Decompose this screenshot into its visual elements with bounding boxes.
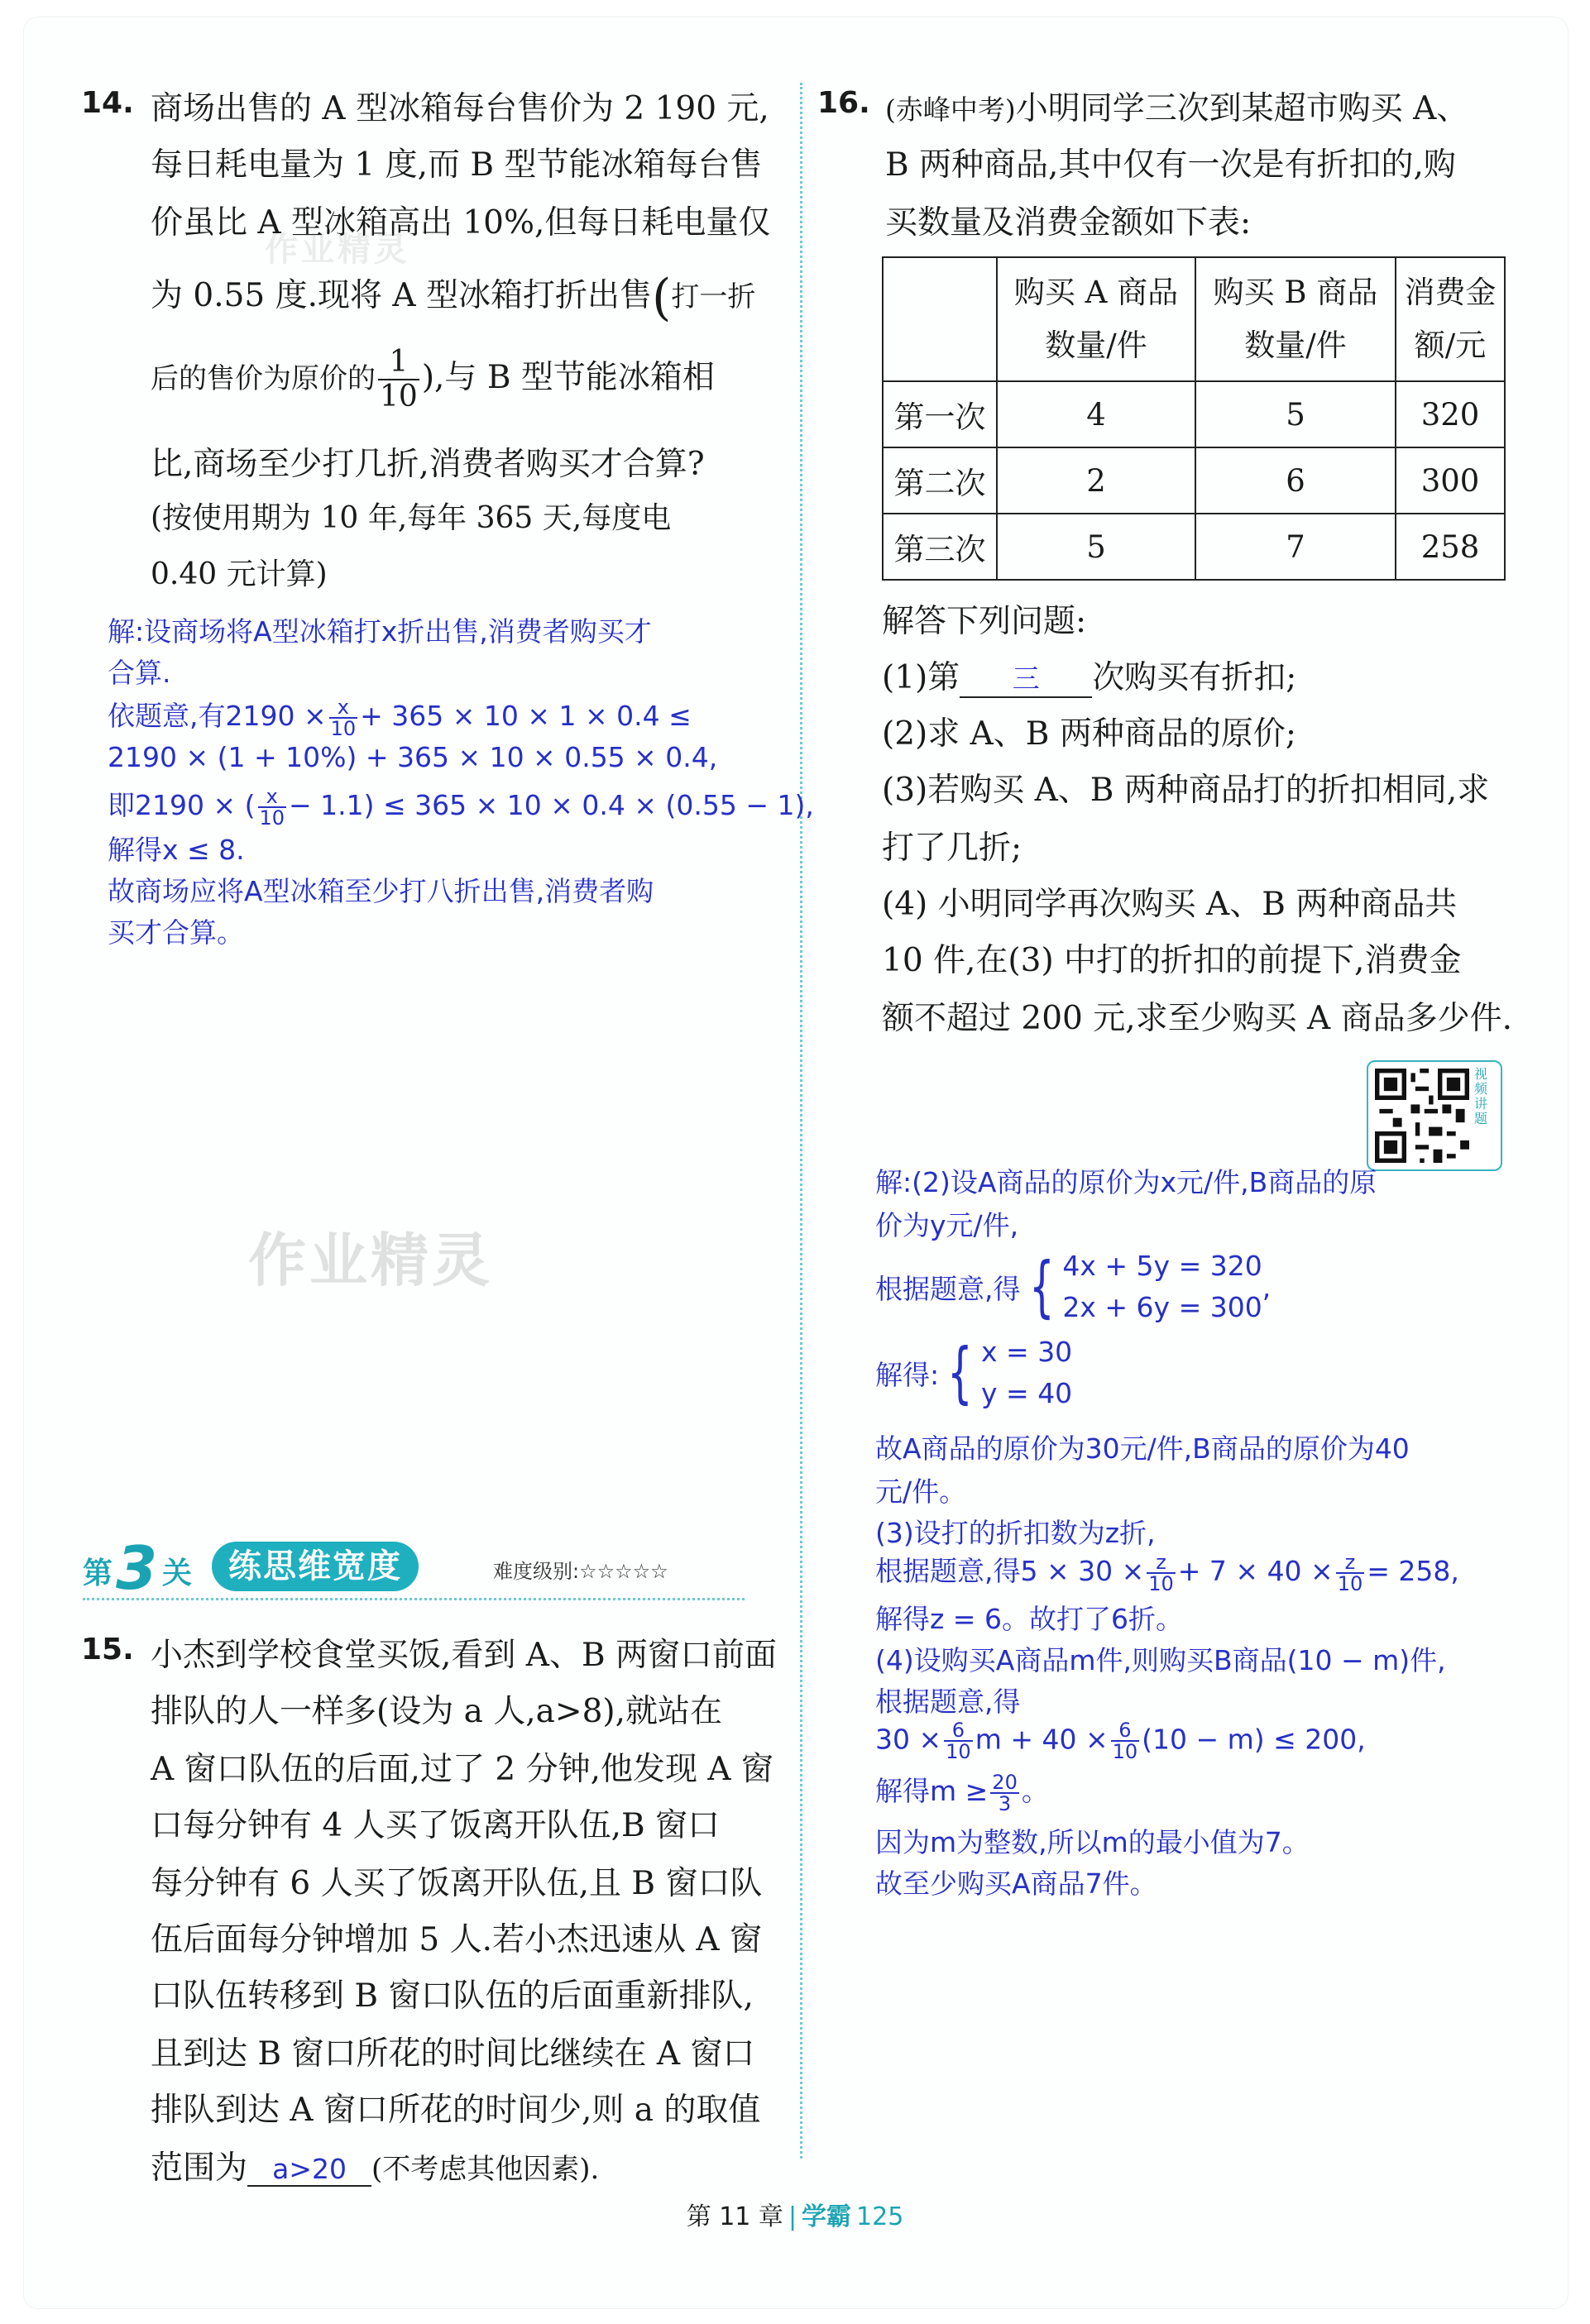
fraction: $\frac{6}{10}$ (1112, 1719, 1138, 1763)
table-cell: 320 (1396, 381, 1505, 447)
video-qr-code[interactable] (1367, 1060, 1502, 1171)
question-text-line: 额不超过 200 元,求至少购买 A 商品多少件. (882, 1000, 1512, 1037)
question-text-line: A 窗口队伍的后面,过了 2 分钟,他发现 A 窗 (151, 1751, 773, 1788)
answer-line: 30 × $\frac{6}{10}$ m + 40 × $\frac{6}{10}$ (10 − m) ≤ 200, (875, 1719, 1366, 1763)
table-header-cell (883, 257, 997, 381)
table-row (883, 447, 1505, 514)
answer-line: (3)设打的折扣数为z折, (875, 1517, 1156, 1549)
fraction: $\frac{1}{10}$ (380, 345, 418, 414)
question-text-line: 价虽比 A 型冰箱高出 10%,但每日耗电量仅 (151, 204, 771, 241)
table-cell: 4 (997, 381, 1195, 447)
question-number: 14. (81, 86, 134, 120)
purchase-table (882, 256, 1506, 581)
paren-note: 后的售价为原价的 (151, 362, 376, 395)
question-text-line: 口每分钟有 4 人买了饭离开队伍,B 窗口 (151, 1807, 721, 1844)
question-text-line: (4) 小明同学再次购买 A、B 两种商品共 (882, 886, 1458, 923)
question-text-line: 小杰到学校食堂买饭,看到 A、B 两窗口前面 (151, 1637, 778, 1674)
answer-line: 合算. (108, 657, 171, 689)
footer-separator: | (788, 2202, 797, 2231)
answer-line: 即2190 × ( $\frac{x}{10}$ − 1.1) ≤ 365 × 10 × 0.4 × (0.55 − 1), (108, 784, 814, 830)
answer-line: 2190 × (1 + 10%) + 365 × 10 × 0.55 × 0.4, (108, 741, 718, 773)
table-cell: 300 (1396, 447, 1505, 514)
answer-line: (4)设购买A商品m件,则购买B商品(10 − m)件, (875, 1644, 1446, 1676)
table-cell: 第三次 (883, 514, 997, 580)
page-number: 125 (856, 2202, 904, 2231)
question-text-line: (3)若购买 A、B 两种商品打的折扣相同,求 (882, 772, 1490, 809)
question-text-line: 排队到达 A 窗口所花的时间少,则 a 的取值 (151, 2092, 761, 2129)
question-text-line: (按使用期为 10 年,每年 365 天,每度电 (151, 501, 672, 535)
question-text-line: 范围为 a>20 (不考虑其他因素). (151, 2149, 600, 2187)
answer-line: 根据题意,得 { 4x + 5y = 320 2x + 6y = 300 , (875, 1246, 1271, 1328)
question-source: (赤峰中考) (885, 93, 1016, 126)
question-text-line: 排队的人一样多(设为 a 人,a>8),就站在 (151, 1693, 723, 1730)
paren-open: ( (652, 269, 672, 327)
fraction: $\frac{z}{10}$ (1148, 1550, 1174, 1595)
fraction: $\frac{6}{10}$ (946, 1719, 971, 1763)
table-header-row (883, 257, 1505, 381)
question-text-line: 10 件,在(3) 中打的折扣的前提下,消费金 (882, 942, 1462, 979)
answer-line: 价为y元/件, (875, 1209, 1019, 1241)
question-text-line: B 两种商品,其中仅有一次是有折扣的,购 (885, 146, 1456, 184)
question-number: 16. (817, 86, 870, 120)
answer-blank: a>20 (247, 2153, 371, 2187)
question-text-line: 0.40 元计算) (151, 557, 328, 591)
answer-line: 解:设商场将A型冰箱打x折出售,消费者购买才 (108, 615, 652, 648)
answer-line: 故至少购买A商品7件。 (875, 1867, 1157, 1900)
question-text-line: (2)求 A、B 两种商品的原价; (882, 715, 1297, 753)
question-text-line: 每分钟有 6 人买了饭离开队伍,且 B 窗口队 (151, 1865, 763, 1902)
table-header-cell: 购买 B 商品 数量/件 (1195, 257, 1396, 381)
question-text-line: (1)第 三 次购买有折扣; (882, 659, 1297, 696)
question-text-line (151, 346, 715, 414)
table-cell: 5 (997, 514, 1195, 580)
answer-line: 根据题意,得5 × 30 × $\frac{z}{10}$ + 7 × 40 × $\frac{z}{10}$ = 258, (875, 1550, 1459, 1595)
equation-system: x = 30 y = 40 (981, 1336, 1073, 1409)
question-text-line (151, 269, 756, 327)
question-text-line: 商场出售的 A 型冰箱每台售价为 2 190 元, (151, 90, 769, 127)
answer-line: 元/件。 (875, 1475, 967, 1508)
section-number: 3 (116, 1533, 158, 1603)
brand-label: 学霸 (802, 2202, 852, 2231)
table-cell: 6 (1195, 447, 1396, 514)
table-cell: 5 (1195, 381, 1396, 447)
fraction: $\frac{x}{10}$ (330, 695, 357, 740)
section-banner (83, 1533, 745, 1604)
answer-line: 解:(2)设A商品的原价为x元/件,B商品的原 (875, 1166, 1377, 1198)
watermark: 作业精灵 (248, 1227, 493, 1294)
question-text-line: 解答下列问题: (882, 603, 1087, 640)
table-header-cell: 消费金 额/元 (1396, 257, 1505, 381)
question-text-line: 口队伍转移到 B 窗口队伍的后面重新排队, (151, 1977, 754, 2015)
question-text-line: 比,商场至少打几折,消费者购买才合算? (151, 446, 705, 483)
answer-line: 依题意,有2190 × $\frac{x}{10}$ + 365 × 10 × 1 × 0.4 ≤ (108, 695, 692, 740)
question-text-line: 每日耗电量为 1 度,而 B 型节能冰箱每台售 (151, 146, 763, 184)
column-divider (800, 83, 802, 2159)
brace: { (1028, 1248, 1055, 1325)
difficulty-rating: 难度级别:☆☆☆☆☆ (493, 1560, 668, 1583)
table-cell: 第二次 (883, 447, 997, 514)
fraction: $\frac{z}{10}$ (1337, 1550, 1363, 1595)
table-cell: 7 (1195, 514, 1396, 580)
answer-line: 故商场应将A型冰箱至少打八折出售,消费者购 (108, 875, 654, 907)
fraction: $\frac{20}{3}$ (992, 1770, 1018, 1815)
answer-line: 根据题意,得 (875, 1686, 1021, 1718)
table-row (883, 381, 1505, 447)
question-text: ),与 B 型节能冰箱相 (421, 359, 715, 396)
answer-line: 故A商品的原价为30元/件,B商品的原价为40 (875, 1432, 1410, 1465)
qr-code-icon (1375, 1069, 1469, 1163)
question-number: 15. (81, 1633, 134, 1666)
paren-note: 打一折 (671, 280, 756, 313)
qr-label: 视频讲题 (1474, 1066, 1488, 1126)
answer-line: 买才合算。 (108, 916, 244, 949)
question-text-line: 打了几折; (882, 830, 1022, 867)
brace: { (947, 1334, 973, 1411)
section-prefix: 第 (83, 1557, 113, 1590)
watermark-small: 作业精灵 (265, 231, 410, 269)
answer-line: 解得x ≤ 8. (108, 834, 245, 866)
table-cell: 258 (1396, 514, 1505, 580)
question-text-line: 买数量及消费金额如下表: (885, 204, 1252, 241)
question-text-line: 伍后面每分钟增加 5 人.若小杰迅速从 A 窗 (151, 1921, 762, 1958)
table-header-cell: 购买 A 商品 数量/件 (997, 257, 1195, 381)
page-footer (0, 2196, 1590, 2232)
question-text-line: (赤峰中考)小明同学三次到某超市购买 A、 (885, 90, 1469, 127)
answer-line: 因为m为整数,所以m的最小值为7。 (875, 1826, 1310, 1858)
table-cell: 第一次 (883, 381, 997, 447)
table-cell: 2 (997, 447, 1195, 514)
section-title: 练思维宽度 (212, 1542, 419, 1591)
section-suffix: 关 (162, 1557, 193, 1590)
chapter-label: 第 11 章 (686, 2202, 783, 2231)
equation-system: 4x + 5y = 320 2x + 6y = 300 (1062, 1250, 1262, 1323)
table-row (883, 514, 1505, 580)
answer-blank: 三 (960, 658, 1092, 698)
answer-line: 解得m ≥ $\frac{20}{3}$ 。 (875, 1770, 1049, 1815)
section-underline (83, 1598, 745, 1600)
fraction: $\frac{x}{10}$ (259, 784, 285, 830)
question-text: 为 0.55 度.现将 A 型冰箱打折出售 (151, 277, 652, 314)
question-text-line: 且到达 B 窗口所花的时间比继续在 A 窗口 (151, 2035, 755, 2073)
answer-line: 解得: { x = 30 y = 40 (875, 1332, 1072, 1414)
answer-line: 解得z = 6。故打了6折。 (875, 1603, 1183, 1635)
